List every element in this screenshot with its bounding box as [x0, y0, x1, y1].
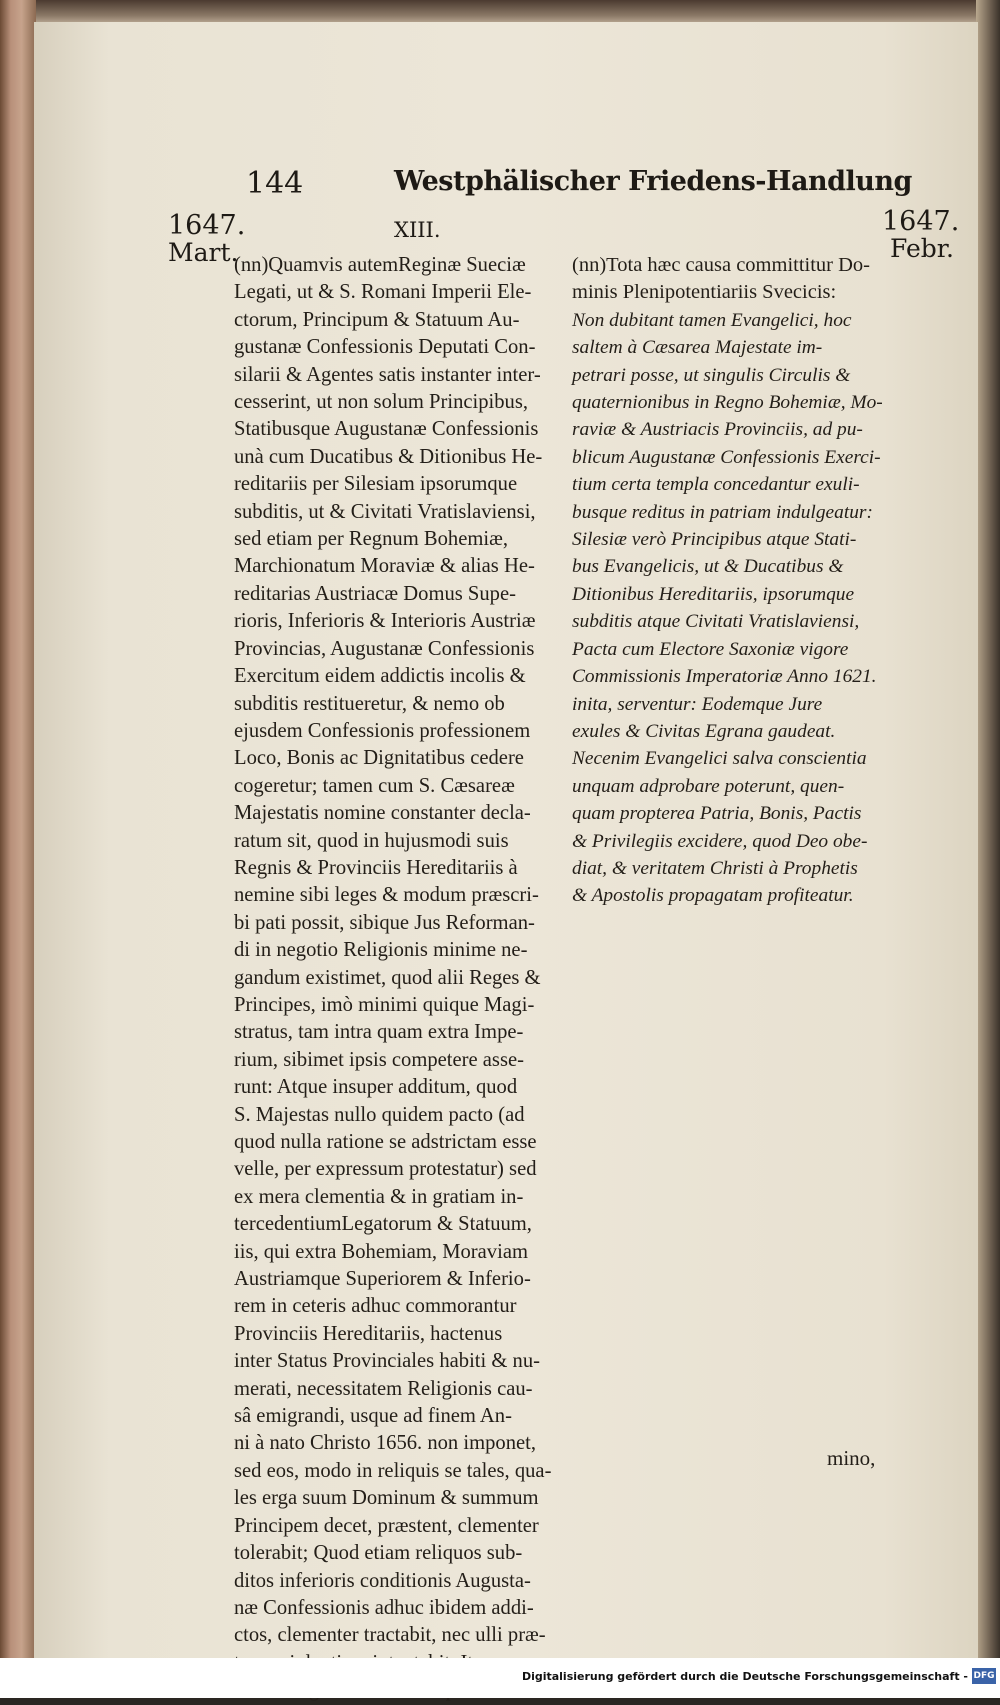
text-line: (nn)Quamvis autemReginæ Sueciæ — [234, 254, 526, 276]
text-line: raviæ & Austriacis Provinciis, ad pu- — [572, 419, 863, 441]
section-number: XIII. — [394, 218, 441, 242]
text-line: Provinciis Hereditariis, hactenus — [234, 1322, 503, 1345]
text-line: sâ emigrandi, usque ad finem An- — [234, 1405, 512, 1428]
text-line: cesserint, ut non solum Principibus, — [234, 391, 529, 414]
text-line: ctos, clementer tractabit, nec ulli præ- — [234, 1624, 546, 1647]
text-line: Legati, ut & S. Romani Imperii Ele- — [234, 281, 532, 304]
text-line: rioris, Inferioris & Interioris Austriæ — [234, 610, 536, 633]
page-number: 144 — [246, 166, 304, 201]
text-line: ex mera clementia & in gratiam in- — [234, 1185, 524, 1208]
text-line: S. Majestas nullo quidem pacto (ad — [234, 1103, 525, 1126]
text-line: rem in ceteris adhuc commorantur — [234, 1295, 517, 1318]
text-line: Regnis & Provinciis Hereditariis à — [234, 856, 518, 879]
text-line: subditis restitueretur, & nemo ob — [234, 692, 505, 715]
text-line: diat, & veritatem Christi à Prophetis — [572, 857, 858, 879]
book-page — [34, 22, 978, 1658]
text-line: sed etiam per Regnum Bohemiæ, — [234, 528, 508, 551]
text-line: runt: Atque insuper additum, quod — [234, 1076, 518, 1099]
text-line: petrari posse, ut singulis Circulis & — [572, 364, 851, 386]
text-line: næ Confessionis adhuc ibidem addi- — [234, 1596, 534, 1619]
text-line: saltem à Cæsarea Majestate im- — [572, 337, 823, 359]
text-line: Non dubitant tamen Evangelici, hoc — [572, 309, 852, 331]
text-line: blicum Augustanæ Confessionis Exerci- — [572, 446, 881, 468]
text-line: Provincias, Augustanæ Confessionis — [234, 637, 535, 660]
text-line: velle, per expressum protestatur) sed — [234, 1158, 537, 1181]
text-line: ejusdem Confessionis professionem — [234, 719, 531, 742]
show-through-text — [594, 862, 954, 1202]
text-line: subditis atque Civitati Vratislaviensi, — [572, 611, 860, 633]
text-line: gandum existimet, quod alii Reges & — [234, 966, 541, 989]
text-line: Necenim Evangelici salva conscientia — [572, 748, 867, 770]
text-line: bi pati possit, sibique Jus Reforman- — [234, 911, 535, 934]
text-line: quam propterea Patria, Bonis, Pactis — [572, 803, 862, 825]
text-line: (nn)Tota hæc causa committitur Do- — [572, 254, 871, 276]
text-line: Exercitum eidem addictis incolis & — [234, 665, 526, 688]
text-line: inita, serventur: Eodemque Jure — [572, 693, 823, 715]
running-head: Westphälischer Friedens-Handlung — [394, 166, 912, 197]
text-line: Pacta cum Electore Saxoniæ vigore — [572, 638, 849, 660]
right-column-italic-text — [572, 307, 884, 910]
text-line: cogeretur; tamen cum S. Cæsareæ — [234, 774, 515, 797]
right-column-heading-text — [572, 252, 884, 307]
text-line: quaternionibus in Regno Bohemiæ, Mo- — [572, 392, 883, 414]
text-line: tercedentiumLegatorum & Statuum, — [234, 1213, 532, 1236]
page-header — [34, 162, 978, 212]
right-margin-month: Febr. — [890, 234, 954, 263]
digitization-credit: Digitalisierung gefördert durch die Deutsche Forschungsgemeinschaft - — [521, 1670, 968, 1683]
text-line: Principes, imò minimi quique Magi- — [234, 993, 535, 1016]
text-line: Austriamque Superiorem & Inferio- — [234, 1268, 531, 1291]
left-margin-month: Mart. — [168, 238, 239, 267]
left-text-column — [234, 252, 574, 1705]
book-spine-edge — [0, 0, 36, 1698]
right-margin-date — [882, 208, 959, 262]
text-line: Marchionatum Moraviæ & alias He- — [234, 555, 535, 578]
text-line: Loco, Bonis ac Dignitatibus cedere — [234, 747, 524, 770]
text-line: bus Evangelicis, ut & Ducatibus & — [572, 556, 844, 578]
text-line: stratus, tam intra quam extra Impe- — [234, 1021, 524, 1044]
dfg-logo: DFG — [972, 1668, 996, 1684]
text-line: ditos inferioris conditionis Augusta- — [234, 1569, 531, 1592]
text-line: inter Status Provinciales habiti & nu- — [234, 1350, 541, 1373]
text-line: les erga suum Dominum & summum — [234, 1487, 539, 1510]
right-text-column — [572, 252, 884, 910]
text-line: unquam adprobare poterunt, quen- — [572, 775, 845, 797]
text-line: nemine sibi leges & modum præscri- — [234, 884, 539, 907]
text-line: rium, sibimet ipsis competere asse- — [234, 1048, 524, 1071]
text-line: quod nulla ratione se adstrictam esse — [234, 1131, 537, 1153]
text-line: ni à nato Christo 1656. non imponet, — [234, 1432, 537, 1455]
text-line: reditarias Austriacæ Domus Supe- — [234, 582, 516, 605]
text-line: tolerabit; Quod etiam reliquos sub- — [234, 1542, 523, 1565]
text-line: Majestatis nomine constanter decla- — [234, 802, 531, 825]
text-line: & Privilegiis excidere, quod Deo obe- — [572, 830, 868, 852]
text-line: exules & Civitas Egrana gaudeat. — [572, 720, 836, 742]
catchword: mino, — [827, 1446, 876, 1470]
text-line: subditis, ut & Civitati Vratislaviensi, — [234, 500, 536, 523]
text-line: Silesiæ verò Principibus atque Stati- — [572, 529, 857, 551]
text-line: minis Plenipotentiariis Svecicis: — [572, 281, 837, 304]
text-line: Commissionis Imperatoriæ Anno 1621. — [572, 666, 877, 688]
text-line: ratum sit, quod in hujusmodi suis — [234, 829, 509, 852]
text-line: Ditionibus Hereditariis, ipsorumque — [572, 583, 855, 605]
text-line: Statibusque Augustanæ Confessionis — [234, 418, 539, 441]
text-line: silarii & Agentes satis instanter inter- — [234, 363, 541, 386]
text-line: ctorum, Principum & Statuum Au- — [234, 308, 520, 331]
text-line: busque reditus in patriam indulgeatur: — [572, 501, 873, 523]
text-line: merati, necessitatem Religionis cau- — [234, 1377, 533, 1400]
text-line: di in negotio Religionis minime ne- — [234, 939, 528, 962]
book-fore-edge — [976, 0, 1000, 1698]
right-margin-year: 1647. — [882, 206, 960, 237]
text-line: iis, qui extra Bohemiam, Moraviam — [234, 1240, 528, 1263]
footer-bar — [0, 1658, 1000, 1698]
show-through-text — [594, 1232, 954, 1492]
text-line: gustanæ Confessionis Deputati Con- — [234, 336, 536, 359]
text-line: unà cum Ducatibus & Ditionibus He- — [234, 445, 543, 468]
text-line: sed eos, modo in reliquis se tales, qua- — [234, 1459, 552, 1482]
text-line: & Apostolis propagatam profiteatur. — [572, 885, 854, 907]
text-line: tium certa templa concedantur exuli- — [572, 474, 860, 496]
left-margin-year: 1647. — [168, 210, 246, 241]
text-line: reditariis per Silesiam ipsorumque — [234, 473, 518, 496]
text-line: Principem decet, præstent, clementer — [234, 1514, 539, 1537]
